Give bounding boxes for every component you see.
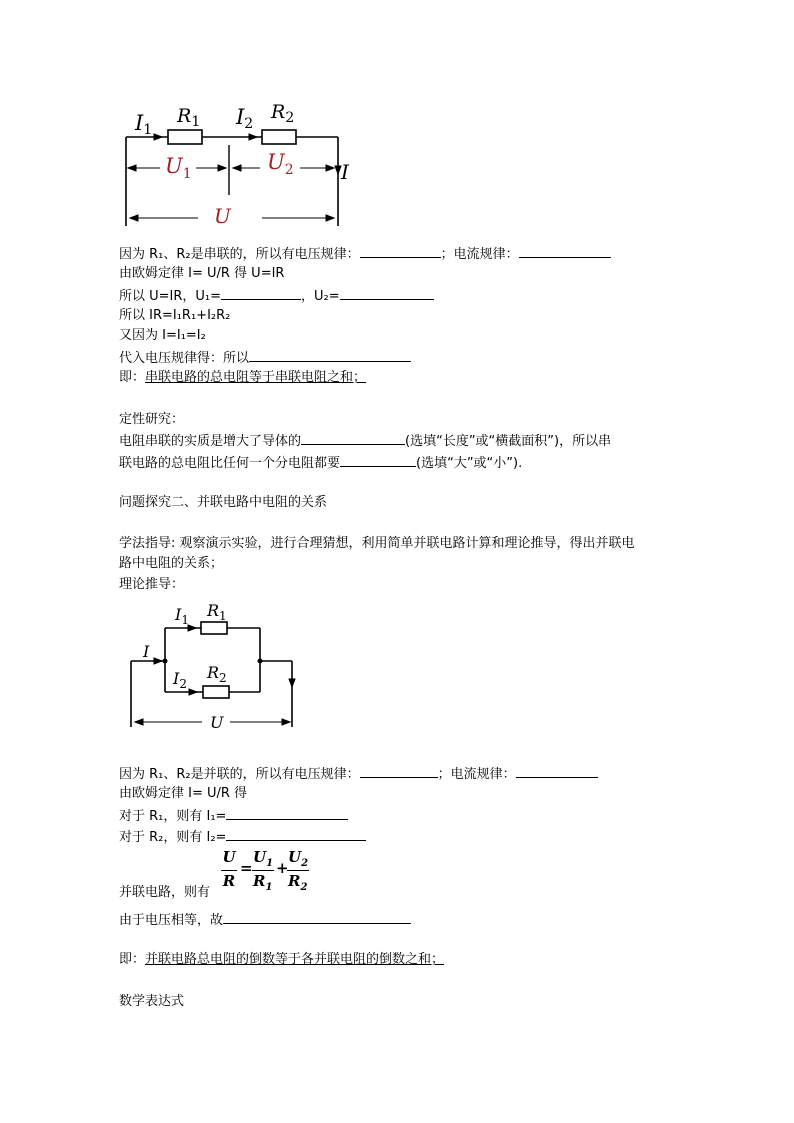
label-I1-parallel: $I_1$ [175, 605, 189, 627]
qualitative-line-2: 联电路的总电阻比任何一个分电阻都要 (选填“大”或“小”). [119, 453, 522, 473]
resistor-r1-parallel [201, 622, 227, 634]
parallel-line-4: 对于 R₂，则有 I₂= [119, 827, 366, 847]
parallel-formula: U R = $U_1$ $R_1$ + $U_2$ $R_2$ [222, 848, 309, 893]
resistor-r1 [168, 130, 202, 144]
study-guide-line-1: 学法指导: 观察演示实验，进行合理猜想，利用简单并联电路计算和理论推导，得出并联电 [119, 536, 635, 551]
label-I2: I2 [236, 105, 254, 132]
series-line-1: 因为 R₁、R₂是串联的，所以有电压规律： ；电流规律： [119, 244, 611, 264]
theory-heading: 理论推导： [119, 577, 185, 592]
resistor-r2 [262, 130, 296, 144]
series-line-4: 所以 IR=I₁R₁+I₂R₂ [119, 308, 231, 323]
parallel-line-6: 由于电压相等，故 [119, 910, 411, 930]
resistor-r2-parallel [203, 686, 229, 698]
series-line-2: 由欧姆定律 I= U/R 得 U=IR [119, 266, 285, 281]
series-line-6: 代入电压规律得：所以 [119, 348, 411, 368]
study-guide-line-2: 路中电阻的关系； [119, 556, 224, 571]
label-I1: I1 [135, 111, 153, 138]
parallel-line-1: 因为 R₁、R₂是并联的，所以有电压规律： ；电流规律： [119, 764, 598, 784]
math-expression-heading: 数学表达式 [119, 994, 185, 1009]
label-I: I [341, 160, 349, 184]
label-R2: $R_2$ [271, 101, 295, 126]
series-line-5: 又因为 I=I₁=I₂ [119, 328, 206, 343]
series-line-3: 所以 U=IR，U₁= ，U₂= [119, 286, 434, 306]
parallel-line-5: 并联电路，则有 [119, 885, 211, 900]
label-R1-parallel: $R_1$ [207, 601, 227, 623]
parallel-circuit-diagram [0, 595, 794, 745]
parallel-line-2: 由欧姆定律 I= U/R 得 [119, 786, 248, 801]
parallel-line-3: 对于 R₁，则有 I₁= [119, 806, 348, 826]
series-circuit-diagram [0, 0, 794, 240]
label-I2-parallel: $I_2$ [173, 669, 187, 691]
label-R2-parallel: $R_2$ [207, 663, 227, 685]
qualitative-line-1: 电阻串联的实质是增大了导体的 (选填“长度”或“横截面积”)，所以串 [119, 431, 611, 451]
label-U1: $U_1$ [165, 154, 192, 182]
parallel-conclusion: 即：并联电路总电阻的倒数等于各并联电阻的倒数之和； [119, 952, 445, 967]
qualitative-heading: 定性研究： [119, 412, 185, 427]
label-R1: $R_1$ [177, 105, 201, 130]
label-U-parallel: U [210, 713, 224, 732]
section-2-title: 问题探究二、并联电路中电阻的关系 [119, 495, 328, 510]
label-I-parallel: I [143, 642, 150, 661]
label-U: U [214, 204, 231, 228]
label-U2: $U_2$ [267, 150, 294, 178]
series-conclusion: 即：串联电路的总电阻等于串联电阻之和； [119, 370, 367, 385]
